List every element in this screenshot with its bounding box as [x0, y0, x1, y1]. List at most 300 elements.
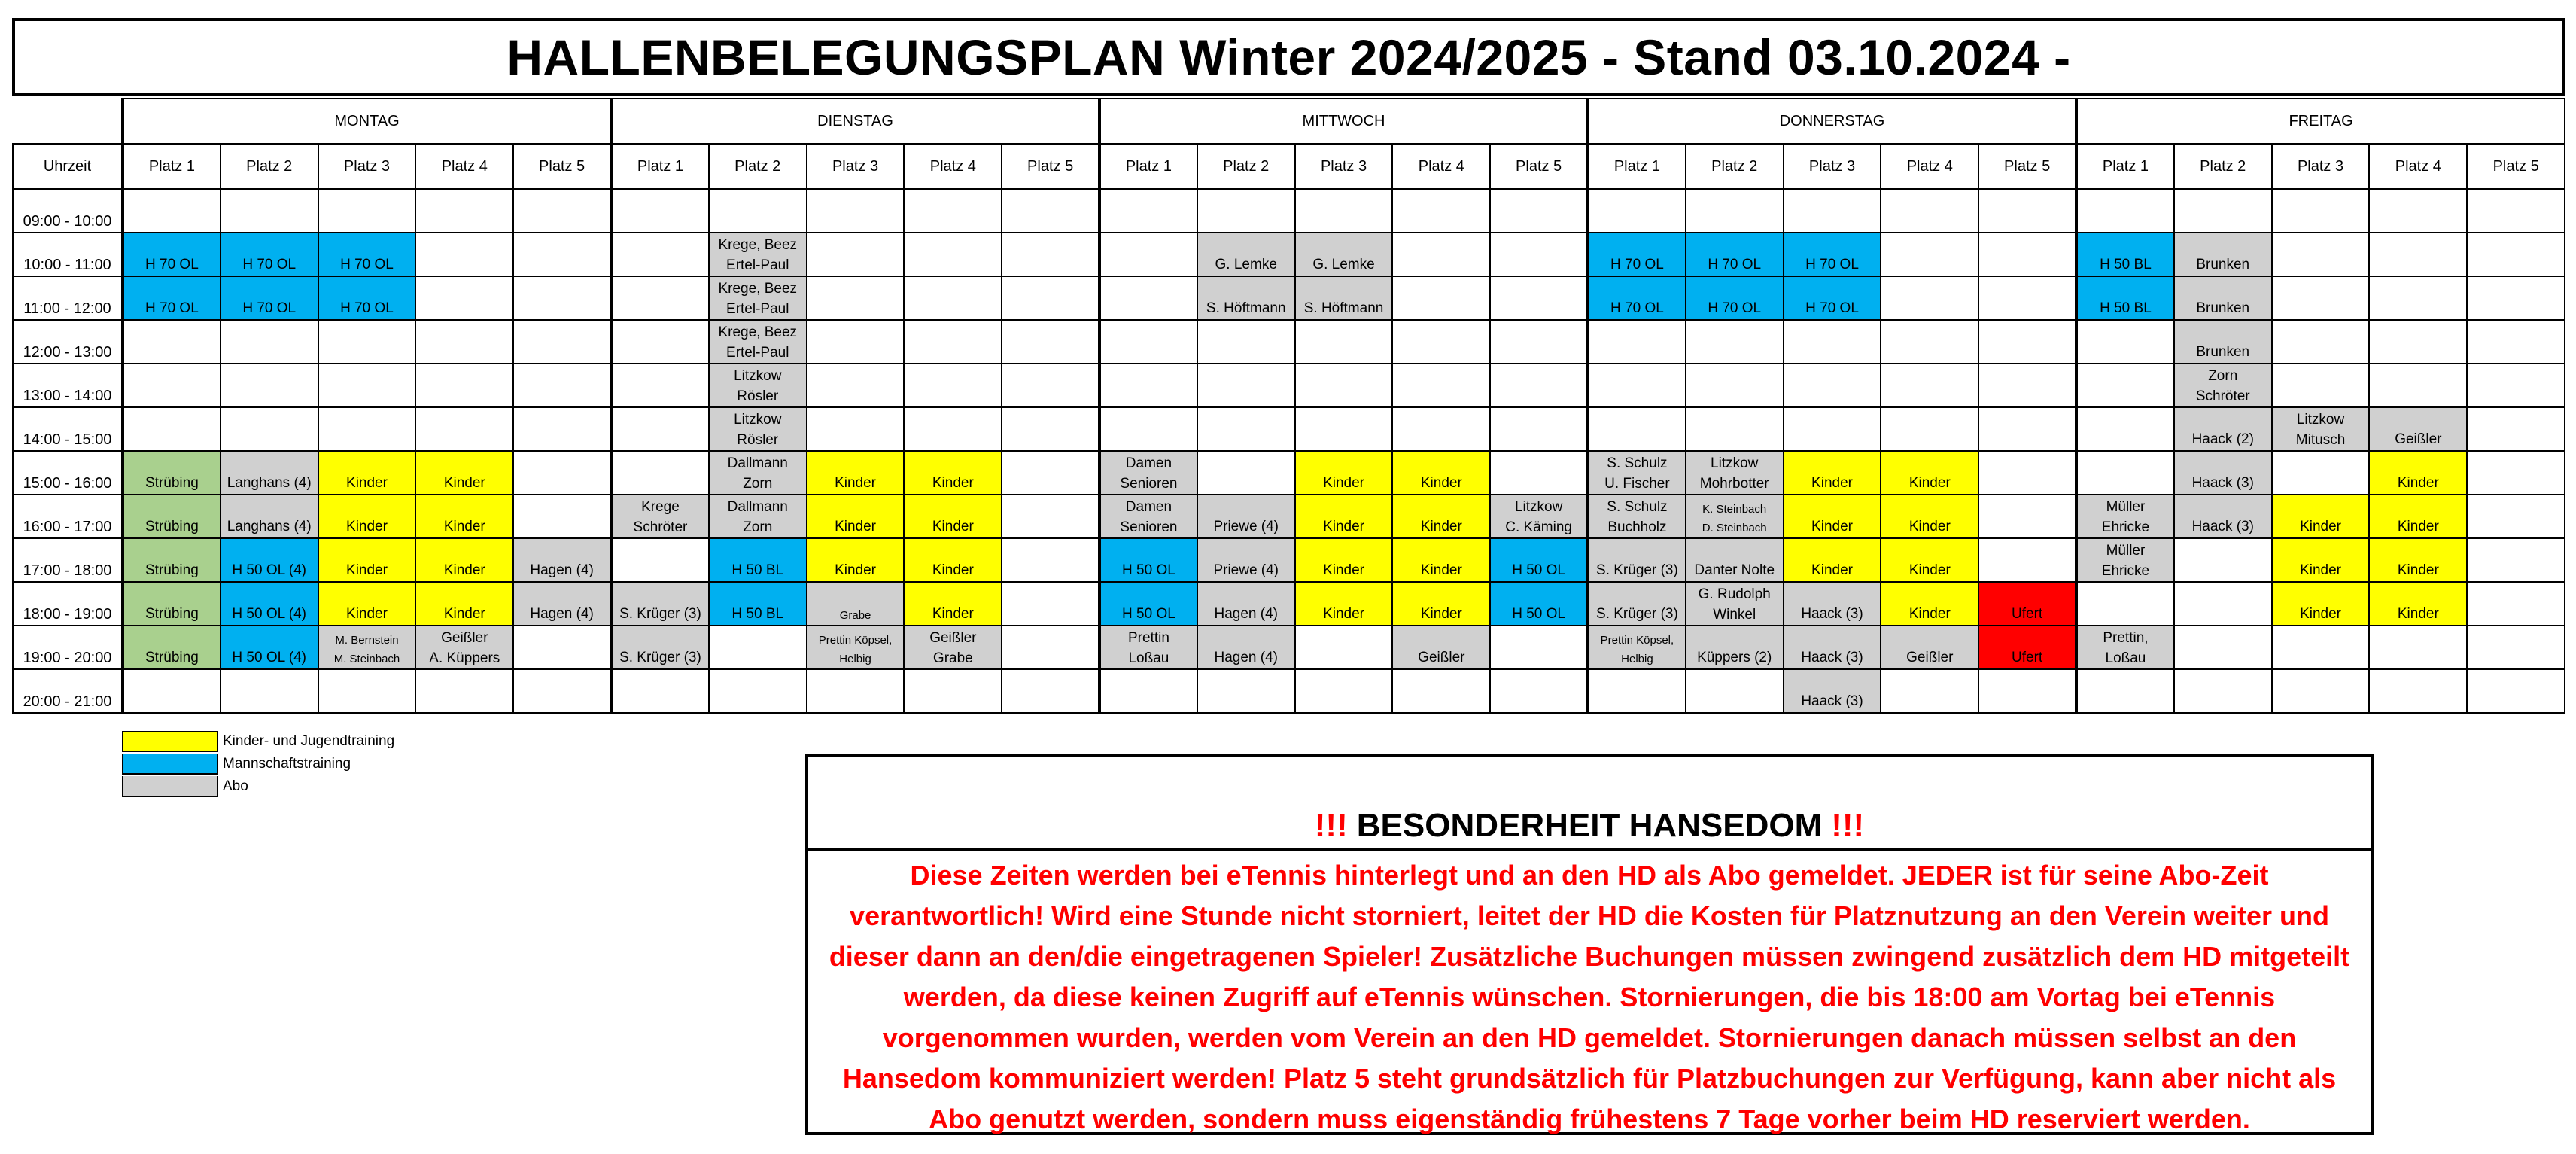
empty-cell [1099, 189, 1197, 233]
booking-cell [1784, 538, 1881, 582]
booking-label: Kinder [1908, 606, 1951, 622]
court-header: Platz 4 [1881, 144, 1978, 189]
booking-cell [2369, 451, 2467, 495]
empty-cell [709, 189, 807, 233]
booking-label: Kinder [346, 519, 388, 534]
notice-bang-left: !!! [1314, 807, 1348, 844]
booking-cell [2076, 495, 2174, 538]
empty-cell [807, 669, 905, 713]
empty-cell [415, 669, 513, 713]
booking-label: H 70 OL [242, 257, 297, 273]
legend-label: Abo [223, 778, 248, 794]
booking-label: H 70 OL [1805, 300, 1859, 316]
empty-cell [1197, 451, 1295, 495]
empty-cell [611, 407, 709, 451]
booking-label: H 70 OL [1708, 300, 1762, 316]
booking-label: Haack (3) [2191, 519, 2254, 534]
booking-label-line: Ehricke [2101, 563, 2150, 579]
legend-swatch [122, 731, 218, 752]
booking-cell [904, 495, 1002, 538]
booking-cell [2272, 538, 2370, 582]
empty-cell [415, 364, 513, 407]
empty-cell [415, 189, 513, 233]
empty-cell [513, 451, 611, 495]
empty-cell [807, 233, 905, 276]
empty-cell [2272, 189, 2370, 233]
empty-cell [611, 364, 709, 407]
booking-label: Kinder [1420, 562, 1462, 578]
booking-label: Haack (3) [2191, 475, 2254, 491]
booking-label: Kinder [835, 475, 876, 491]
booking-label: Brunken [2196, 257, 2250, 273]
empty-cell [2467, 276, 2565, 320]
booking-label: Kinder [1323, 475, 1364, 491]
booking-label-line: Damen [1125, 455, 1172, 471]
empty-cell [220, 669, 318, 713]
empty-cell [1002, 451, 1099, 495]
booking-cell [513, 538, 611, 582]
empty-cell [415, 233, 513, 276]
empty-cell [709, 669, 807, 713]
empty-cell [1588, 364, 1686, 407]
empty-cell [1490, 451, 1588, 495]
booking-cell [1784, 276, 1881, 320]
empty-cell [1881, 364, 1978, 407]
empty-cell [1197, 364, 1295, 407]
empty-cell [904, 407, 1002, 451]
empty-cell [611, 233, 709, 276]
booking-cell [1588, 276, 1686, 320]
booking-label-line: Loßau [2105, 650, 2146, 666]
empty-cell [2467, 626, 2565, 669]
empty-cell [2076, 364, 2174, 407]
booking-label-line: Winkel [1713, 607, 1756, 623]
empty-cell [1392, 276, 1490, 320]
empty-cell [1881, 233, 1978, 276]
empty-cell [1197, 320, 1295, 364]
booking-label: S. Krüger (3) [619, 650, 701, 665]
empty-cell [1588, 320, 1686, 364]
empty-cell [1295, 189, 1393, 233]
court-header: Platz 5 [513, 144, 611, 189]
empty-cell [2174, 189, 2272, 233]
booking-label: Haack (3) [1801, 693, 1863, 709]
legend [122, 730, 394, 798]
booking-label-line: Dallmann [727, 455, 788, 471]
court-header: Platz 4 [1392, 144, 1490, 189]
booking-label-line: Ertel-Paul [726, 301, 789, 317]
empty-cell [2076, 669, 2174, 713]
time-slot-label: 12:00 - 13:00 [13, 320, 123, 364]
booking-label: Kinder [2300, 519, 2341, 534]
empty-cell [1881, 407, 1978, 451]
time-slot-label: 11:00 - 12:00 [13, 276, 123, 320]
empty-cell [2174, 538, 2272, 582]
booking-cell [2174, 320, 2272, 364]
booking-label: Haack (2) [2191, 431, 2254, 447]
booking-label: Kinder [443, 475, 485, 491]
booking-cell [1099, 538, 1197, 582]
court-header: Platz 1 [611, 144, 709, 189]
empty-cell [1197, 669, 1295, 713]
notice-title: BESONDERHEIT HANSEDOM [1356, 807, 1823, 844]
booking-cell [1490, 538, 1588, 582]
booking-label-line: Damen [1125, 499, 1172, 515]
booking-cell [709, 538, 807, 582]
empty-cell [513, 407, 611, 451]
empty-cell [2174, 669, 2272, 713]
booking-label-line: Ertel-Paul [726, 257, 789, 273]
empty-cell [513, 495, 611, 538]
booking-label: H 50 OL (4) [232, 650, 306, 665]
booking-cell [1881, 626, 1978, 669]
booking-label: Kinder [1811, 519, 1853, 534]
booking-label: Kinder [1323, 606, 1364, 622]
booking-cell [1881, 451, 1978, 495]
booking-cell [1686, 451, 1784, 495]
empty-cell [1490, 233, 1588, 276]
booking-cell [2272, 407, 2370, 451]
booking-cell [1099, 495, 1197, 538]
booking-cell [1588, 495, 1686, 538]
booking-label: Kinder [346, 475, 388, 491]
time-slot-label: 19:00 - 20:00 [13, 626, 123, 669]
booking-cell [318, 451, 416, 495]
booking-cell [807, 582, 905, 626]
booking-label: Küppers (2) [1697, 650, 1772, 665]
booking-cell [220, 233, 318, 276]
time-slot-label: 10:00 - 11:00 [13, 233, 123, 276]
booking-label: H 70 OL [340, 300, 394, 316]
empty-cell [611, 320, 709, 364]
empty-cell [2467, 538, 2565, 582]
empty-cell [220, 320, 318, 364]
booking-cell [2076, 233, 2174, 276]
booking-cell [709, 364, 807, 407]
empty-cell [513, 233, 611, 276]
empty-cell [1392, 364, 1490, 407]
booking-cell [123, 626, 220, 669]
empty-cell [2076, 582, 2174, 626]
time-slot-row [13, 451, 2565, 495]
booking-cell [318, 495, 416, 538]
booking-cell [1392, 582, 1490, 626]
booking-cell [1784, 233, 1881, 276]
booking-cell [220, 495, 318, 538]
day-header-montag: MONTAG [123, 99, 611, 144]
booking-label: Kinder [1811, 475, 1853, 491]
booking-label: H 70 OL [1610, 300, 1664, 316]
empty-cell [123, 669, 220, 713]
empty-cell [415, 407, 513, 451]
empty-cell [1002, 495, 1099, 538]
empty-cell [1197, 407, 1295, 451]
booking-cell [318, 582, 416, 626]
legend-swatch [122, 776, 218, 797]
booking-cell [904, 582, 1002, 626]
booking-label: Haack (3) [1801, 606, 1863, 622]
empty-cell [1099, 320, 1197, 364]
booking-cell [1978, 582, 2076, 626]
booking-cell [1197, 276, 1295, 320]
empty-cell [1490, 669, 1588, 713]
booking-label: Kinder [835, 562, 876, 578]
empty-cell [2272, 320, 2370, 364]
court-header: Platz 3 [1784, 144, 1881, 189]
time-slot-label: 17:00 - 18:00 [13, 538, 123, 582]
empty-cell [904, 364, 1002, 407]
booking-label: Kinder [2397, 475, 2439, 491]
empty-cell [904, 669, 1002, 713]
booking-label: S. Krüger (3) [1596, 606, 1678, 622]
empty-cell [1784, 320, 1881, 364]
booking-cell [1392, 451, 1490, 495]
booking-cell [709, 407, 807, 451]
booking-label: Kinder [1420, 606, 1462, 622]
empty-cell [611, 189, 709, 233]
booking-label-line: Krege, Beez [718, 281, 798, 297]
booking-label-line: Geißler [441, 630, 488, 646]
booking-label-line: Senioren [1120, 476, 1178, 492]
booking-label: Geißler [1418, 650, 1465, 665]
booking-label: Strübing [145, 519, 199, 534]
booking-cell [904, 626, 1002, 669]
booking-label: Kinder [932, 606, 974, 622]
legend-entry [122, 753, 394, 775]
booking-label: Kinder [443, 562, 485, 578]
booking-cell [513, 582, 611, 626]
booking-cell [415, 451, 513, 495]
time-slot-row [13, 364, 2565, 407]
booking-label-line: A. Küppers [429, 650, 500, 666]
time-slot-row [13, 495, 2565, 538]
empty-cell [1978, 669, 2076, 713]
booking-cell [123, 538, 220, 582]
booking-label-line: K. Steinbach [1702, 503, 1767, 516]
booking-cell [318, 538, 416, 582]
empty-cell [123, 320, 220, 364]
booking-cell [2174, 495, 2272, 538]
empty-cell [2369, 276, 2467, 320]
booking-label: H 70 OL [1708, 257, 1762, 273]
booking-label: Haack (3) [1801, 650, 1863, 665]
empty-cell [904, 189, 1002, 233]
empty-cell [807, 320, 905, 364]
empty-cell [513, 189, 611, 233]
empty-cell [2174, 582, 2272, 626]
booking-label-line: D. Steinbach [1702, 522, 1767, 534]
booking-cell [1099, 626, 1197, 669]
empty-cell [2272, 626, 2370, 669]
time-slot-label: 13:00 - 14:00 [13, 364, 123, 407]
empty-cell [1881, 189, 1978, 233]
booking-cell [2174, 276, 2272, 320]
empty-cell [1686, 669, 1784, 713]
booking-label: Kinder [932, 475, 974, 491]
empty-cell [1881, 669, 1978, 713]
booking-label: Kinder [1908, 475, 1951, 491]
booking-label: Kinder [932, 519, 974, 534]
booking-cell [415, 495, 513, 538]
plan-title: HALLENBELEGUNGSPLAN Winter 2024/2025 - Stand 03.10.2024 - [506, 29, 2071, 85]
booking-cell [318, 276, 416, 320]
court-header: Platz 5 [1978, 144, 2076, 189]
booking-label-line: Prettin [1127, 630, 1169, 646]
booking-cell [220, 626, 318, 669]
time-slot-label: 16:00 - 17:00 [13, 495, 123, 538]
empty-cell [2467, 320, 2565, 364]
court-header: Platz 2 [2174, 144, 2272, 189]
empty-cell [2467, 582, 2565, 626]
booking-label: H 50 OL [1122, 562, 1175, 578]
booking-label-line: S. Schulz [1607, 455, 1668, 471]
empty-cell [1978, 538, 2076, 582]
booking-label-line: G. Rudolph [1698, 586, 1771, 602]
empty-cell [1588, 407, 1686, 451]
booking-label: H 50 BL [731, 562, 784, 578]
empty-cell [513, 320, 611, 364]
booking-cell [709, 451, 807, 495]
empty-cell [318, 669, 416, 713]
booking-cell [2076, 626, 2174, 669]
booking-cell [807, 626, 905, 669]
empty-cell [807, 407, 905, 451]
booking-label-line: Rösler [737, 388, 779, 404]
empty-cell [1490, 407, 1588, 451]
empty-cell [1490, 626, 1588, 669]
booking-label: H 70 OL [1610, 257, 1664, 273]
booking-label: Kinder [2397, 562, 2439, 578]
booking-label-line: Litzkow [734, 368, 782, 384]
booking-cell [123, 233, 220, 276]
empty-cell [1099, 233, 1197, 276]
day-header-freitag: FREITAG [2076, 99, 2565, 144]
empty-cell [807, 189, 905, 233]
booking-cell [1978, 626, 2076, 669]
booking-cell [220, 538, 318, 582]
booking-cell [1686, 276, 1784, 320]
booking-label-line: Prettin Köpsel, [818, 634, 893, 647]
booking-cell [1784, 582, 1881, 626]
empty-cell [1295, 669, 1393, 713]
booking-cell [2369, 538, 2467, 582]
booking-cell [1197, 233, 1295, 276]
booking-label: Kinder [2397, 519, 2439, 534]
time-slot-row [13, 669, 2565, 713]
booking-label: S. Höftmann [1206, 300, 1286, 316]
empty-cell [1588, 189, 1686, 233]
booking-label-line: Krege, Beez [718, 237, 798, 253]
time-slot-label: 20:00 - 21:00 [13, 669, 123, 713]
booking-label: H 50 BL [2100, 257, 2152, 273]
booking-cell [123, 495, 220, 538]
booking-label: Hagen (4) [1214, 606, 1278, 622]
empty-cell [1295, 626, 1393, 669]
empty-cell [1881, 320, 1978, 364]
empty-cell [1002, 669, 1099, 713]
booking-cell [2174, 451, 2272, 495]
empty-cell [2272, 364, 2370, 407]
corner-cell [13, 99, 123, 144]
empty-cell [123, 364, 220, 407]
court-header: Platz 4 [415, 144, 513, 189]
booking-label-line: Mohrbotter [1699, 476, 1769, 492]
booking-label: Kinder [1908, 519, 1951, 534]
booking-cell [611, 626, 709, 669]
booking-label: S. Krüger (3) [619, 606, 701, 622]
booking-cell [1295, 233, 1393, 276]
day-header-row [13, 99, 2565, 144]
booking-label: Strübing [145, 606, 199, 622]
empty-cell [1295, 407, 1393, 451]
booking-label: H 50 OL (4) [232, 606, 306, 622]
booking-cell [2369, 582, 2467, 626]
court-header: Platz 3 [1295, 144, 1393, 189]
empty-cell [1002, 320, 1099, 364]
booking-label: Strübing [145, 475, 199, 491]
court-header: Platz 3 [2272, 144, 2370, 189]
booking-label: Kinder [1323, 562, 1364, 578]
booking-cell [611, 495, 709, 538]
booking-label-line: Ehricke [2101, 519, 2150, 535]
booking-label-line: Senioren [1120, 519, 1178, 535]
booking-cell [123, 276, 220, 320]
empty-cell [1295, 320, 1393, 364]
booking-label: S. Höftmann [1303, 300, 1384, 316]
empty-cell [513, 364, 611, 407]
time-slot-label: 15:00 - 16:00 [13, 451, 123, 495]
booking-label: Grabe [839, 609, 871, 622]
empty-cell [1784, 364, 1881, 407]
booking-label-line: C. Käming [1505, 519, 1572, 535]
empty-cell [2076, 407, 2174, 451]
booking-label-line: S. Schulz [1607, 499, 1668, 515]
empty-cell [807, 276, 905, 320]
empty-cell [513, 276, 611, 320]
empty-cell [1099, 276, 1197, 320]
booking-label-line: M. Steinbach [333, 653, 400, 665]
empty-cell [904, 276, 1002, 320]
booking-label: H 50 BL [731, 606, 784, 622]
booking-cell [2272, 495, 2370, 538]
empty-cell [2272, 451, 2370, 495]
empty-cell [318, 407, 416, 451]
empty-cell [807, 364, 905, 407]
booking-label-line: Müller [2106, 543, 2146, 559]
empty-cell [318, 320, 416, 364]
booking-label: H 70 OL [340, 257, 394, 273]
empty-cell [513, 626, 611, 669]
day-header-donnerstag: DONNERSTAG [1588, 99, 2076, 144]
booking-cell [709, 233, 807, 276]
booking-cell [807, 451, 905, 495]
booking-cell [1295, 538, 1393, 582]
booking-label: Geißler [2395, 431, 2442, 447]
time-slot-row [13, 407, 2565, 451]
time-slot-row [13, 582, 2565, 626]
booking-cell [709, 320, 807, 364]
booking-label: Hagen (4) [530, 606, 594, 622]
booking-cell [1881, 538, 1978, 582]
empty-cell [611, 669, 709, 713]
empty-cell [1099, 669, 1197, 713]
booking-label: Brunken [2196, 300, 2250, 316]
empty-cell [1978, 233, 2076, 276]
court-header: Platz 4 [2369, 144, 2467, 189]
booking-cell [123, 451, 220, 495]
booking-cell [1392, 626, 1490, 669]
empty-cell [1686, 407, 1784, 451]
